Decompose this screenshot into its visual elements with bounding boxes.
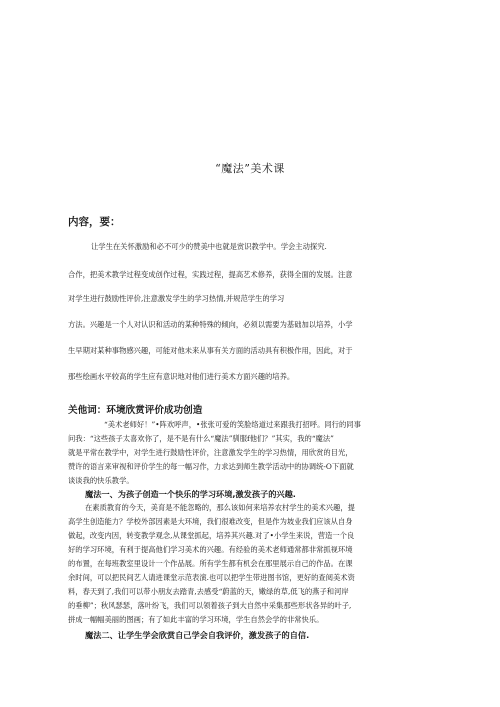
part1-line: 拼成一幅幅美丽的图画；有了如此丰富的学习环境，学生自然会学的非常快乐。 [68,615,324,624]
part1-line: 余时间，可以把民间艺人请进课堂示范表演.也可以把学生带进图书馆，更好的查阅美术资 [68,573,355,582]
keywords-line: “美术老师好！”•阵欢呼声，•张张可爱的笑脸络道过来跟我打招呼。同行的同事 [104,420,361,429]
part1-line: 做起，改变内因，转变教学观念,从课堂抓起，培养其兴趣.对了•小学生来说，营造一个良 [68,531,355,540]
keywords-line: 赞许的语言来审视和评价学生的每一幅习作，力求达到师生教学活动中的协调统-O下面就 [68,462,354,471]
summary-line: 那些绘画水平较高的学生应有意识地对他们进行美术方面兴趣的培养。 [68,372,295,381]
summary-line: 让学生在关怀激励和必不可少的赞美中也就是赏识教学中。学会主动探究. [91,242,327,251]
part1-line: 料，春天到了,我们可以带小朋友去踏青,去感受“蔚蓝的天，嫩绿的草,低飞的燕子和河岸 [68,587,349,596]
summary-line: 生早期对某种事物感兴趣，可能对他未来从事有关方面的活动具有积极作用，因此，对于 [68,346,353,355]
keywords-line: 就是平常在教学中，对学生进行鼓励性评价，注意激发学生的学习热情，用欣赏的目光， [68,448,353,457]
part1-line: 的垂柳”；秋风瑟瑟，落叶纷飞，我们可以领着孩子到大自然中采集那些形状各异的叶子, [68,601,352,610]
summary-line: 方法。兴趣是一个人对认识和活动的某种特殊的倾向，必须以需要为基础加以培养，小学 [68,320,353,329]
document-title: “魔法”美术课 [215,162,285,175]
part2-heading: 魔法二、让学生学会欣赏自己学会自我评价，激发孩子的自信. [85,630,310,640]
part1-line: 高学生创造能力？学校外部因素是大环境，我们很难改变，但是作为坡业我们应该从自身 [68,517,353,526]
keywords-line: 问我：“这些孩子太喜欢你了，是不是有什么“魔法”驯服f他们？”其实，我的“魔法” [68,434,334,443]
keywords-heading: 关他词：环境欣赏评价成功创造 [68,405,203,416]
summary-line: 对学生进行鼓励性评价,注意激发学生的学习热情,并规范学生的学习 [68,294,285,303]
summary-heading: 内容，要： [68,216,121,228]
part1-line: 的布置，在每班教室里设计一个作品展。所有学生都有机会在那里展示自己的作品。在课 [68,559,353,568]
part1-heading: 魔法一、为孩子创造一个快乐的学习环境,激发孩子的兴趣. [85,489,296,499]
keywords-line: 谈谈我的快乐教学。 [68,476,134,485]
part1-line: 在素质教育的今天，美育是不能忽略的，那么该如何来培养农村学生的美术兴趣，提 [85,503,355,512]
summary-line: 合作，把美术教学过程变成创作过程，实践过程，提高艺术修养，获得全面的发展。注意 [68,270,353,279]
part1-line: 好的学习环境，有利于提高他们学习美术的兴趣。有经验的美术老师通常都非常抓视环境 [68,545,353,554]
